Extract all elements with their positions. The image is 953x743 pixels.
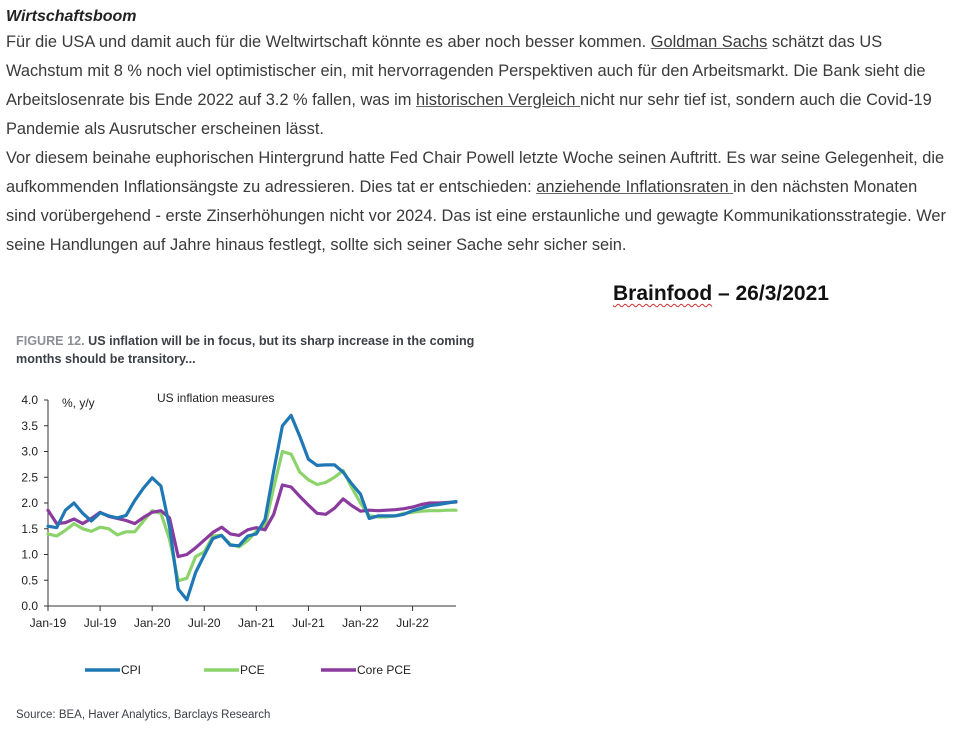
legend-label-cpi: CPI	[121, 663, 142, 677]
article-heading: Wirtschaftsboom	[6, 8, 137, 25]
legend-label-core-pce: Core PCE	[357, 663, 412, 677]
y-tick-label: 3.5	[21, 418, 38, 433]
paragraph-1-text-a: Für die USA und damit auch für die Weltwirtschaft könnte es aber noch besser kommen.	[6, 33, 651, 51]
y-tick-label: 2.0	[21, 496, 38, 510]
paragraph-1-text-c: nicht nur sehr tief ist, sondern auch die Covid-19 Pandemie als Ausrutscher erscheinen lässt.	[6, 91, 932, 138]
y-tick-label: 0.0	[21, 599, 38, 613]
y-tick-label: 1.5	[21, 521, 38, 536]
y-tick-label: 3.0	[21, 444, 38, 459]
figure-number: FIGURE 12.	[16, 334, 85, 348]
paragraph-2-text-b: in den nächsten Monaten sind vorübergehend - erste Zinserhöhungen nicht vor 2024. Das ist eine erstaunliche und gewagte Kommunikationsstrategie. Wer seine Handlungen auf Jahre hinaus festlegt, sollte sich seiner Sache sehr sicher sein.	[6, 178, 946, 254]
brainfood-caption	[613, 282, 829, 306]
brainfood-brand: Brainfood	[613, 282, 713, 305]
x-tick-label: Jan-20	[133, 616, 171, 630]
figure-title	[16, 332, 486, 368]
paragraph-2	[6, 144, 946, 260]
y-tick-label: 4.0	[21, 393, 38, 407]
chart-inner-title: US inflation measures	[157, 391, 275, 405]
paragraph-1	[6, 28, 946, 144]
inflation-chart	[0, 380, 480, 690]
figure-source: Source: BEA, Haver Analytics, Barclays Research	[16, 709, 271, 721]
x-tick-label: Jan-21	[237, 616, 275, 630]
y-axis-label: %, y/y	[62, 396, 95, 410]
y-tick-label: 2.5	[21, 470, 38, 485]
link-inflationsraten[interactable]: anziehende Inflationsraten	[536, 178, 734, 196]
x-tick-label: Jul-22	[396, 616, 429, 630]
paragraph-1-text-b: schätzt das US Wachstum mit 8 % noch viel optimistischer ein, mit hervorragenden Perspektiven auch für den Arbeitsmarkt. Die Bank sieht die Arbeitslosenrate bis Ende 2022 auf 3.2 % fallen, was im	[6, 33, 926, 109]
link-goldman-sachs[interactable]: Goldman Sachs	[650, 33, 768, 51]
x-tick-label: Jul-21	[292, 616, 325, 630]
y-tick-label: 1.0	[21, 547, 38, 562]
series-line-core-pce	[48, 485, 456, 557]
x-tick-label: Jul-19	[83, 616, 117, 630]
x-tick-label: Jan-22	[342, 616, 379, 630]
legend-label-pce: PCE	[240, 663, 265, 677]
x-tick-label: Jul-20	[187, 616, 221, 630]
y-tick-label: 0.5	[21, 573, 38, 588]
x-tick-label: Jan-19	[29, 616, 67, 630]
brainfood-date: – 26/3/2021	[712, 282, 829, 305]
series-line-cpi	[48, 415, 456, 599]
link-historischen-vergleich[interactable]: historischen Vergleich	[416, 91, 580, 109]
article	[6, 8, 946, 260]
figure-title-text: US inflation will be in focus, but its sharp increase in the coming months should be transitory...	[16, 334, 475, 366]
paragraph-2-text-a: Vor diesem beinahe euphorischen Hintergrund hatte Fed Chair Powell letzte Woche seinen Auftritt. Es war seine Gelegenheit, die aufkommenden Inflationsängste zu adressieren. Dies tat er entschieden:	[6, 149, 945, 196]
